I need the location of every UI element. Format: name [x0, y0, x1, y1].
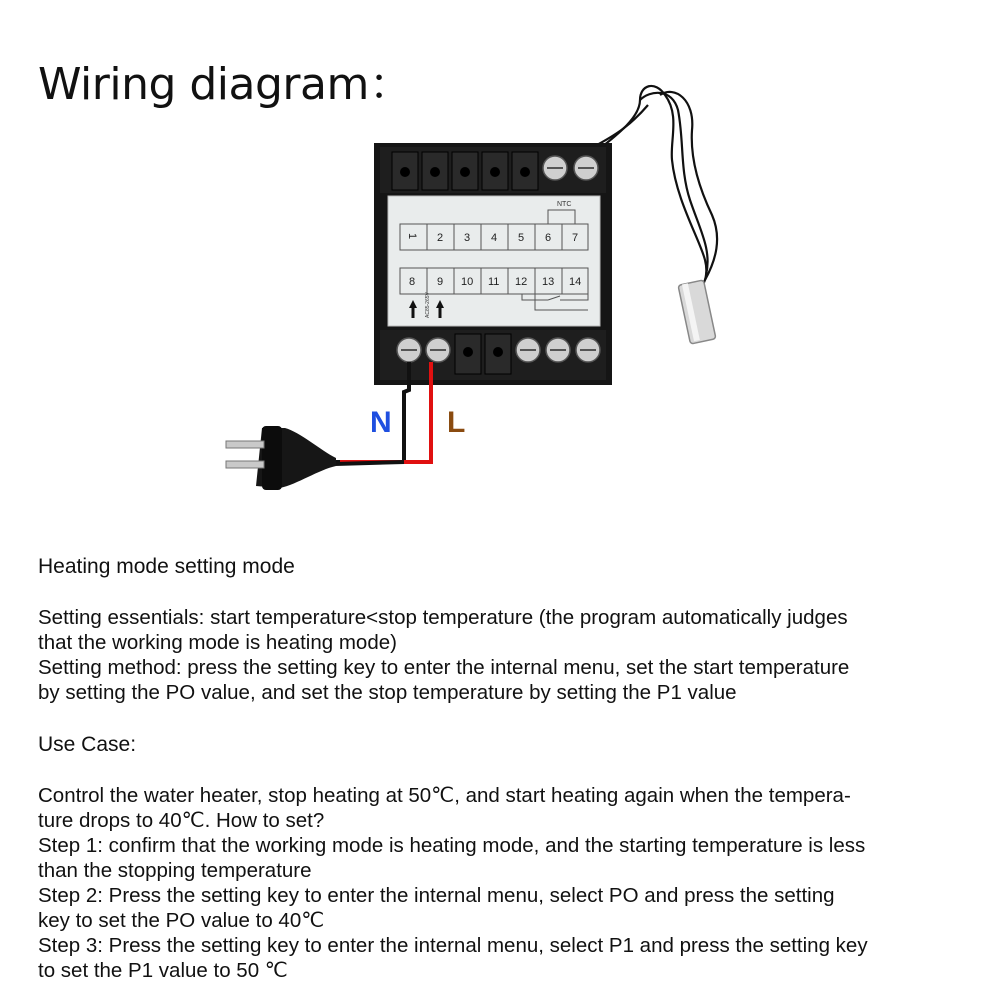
terminal-number: 14	[569, 276, 582, 288]
terminal-number: 11	[488, 276, 500, 288]
step-2: Step 2: Press the setting key to enter the internal menu, select PO and press the setting key to set the PO value to 40℃	[38, 884, 835, 932]
step-3: Step 3: Press the setting key to enter the internal menu, select P1 and press the setting key to set the P1 value to 50 ℃	[38, 934, 868, 982]
use-case-intro: Control the water heater, stop heating at 50℃, and start heating again when the tempera- ture drops to 40℃. How to set?	[38, 784, 851, 832]
heating-mode-section	[38, 554, 978, 579]
terminal-number: 7	[572, 232, 579, 244]
terminal-number: 3	[464, 232, 471, 244]
terminal-number: 5	[518, 232, 525, 244]
terminal-number: 2	[437, 232, 444, 244]
page-title: Wiring diagram：	[38, 59, 413, 110]
terminal-number: 12	[515, 276, 528, 288]
wire-label-n: N	[370, 406, 392, 439]
power-plug	[226, 426, 336, 490]
use-case-body	[38, 783, 978, 983]
terminal-label-panel	[388, 196, 600, 326]
ntc-label: NTC	[557, 201, 572, 208]
power-voltage-label: AC85-265V	[425, 292, 431, 318]
step-1: Step 1: confirm that the working mode is heating mode, and the starting temperature is less than the stopping temperature	[38, 834, 866, 882]
section-heading: Heating mode setting mode	[38, 555, 295, 578]
setting-method: Setting method: press the setting key to enter the internal menu, set the start temperature by setting the PO value, and set the stop temperature by setting the P1 value	[38, 656, 850, 704]
terminal-number: 1	[406, 233, 418, 240]
setting-info	[38, 605, 978, 705]
wire-label-l: L	[447, 406, 466, 439]
terminal-number: 6	[545, 232, 552, 244]
use-case-heading: Use Case:	[38, 733, 137, 756]
terminal-number: 4	[491, 232, 498, 244]
terminal-number: 13	[542, 276, 555, 288]
use-case-section	[38, 732, 978, 757]
terminal-number: 8	[409, 276, 416, 288]
setting-essentials: Setting essentials: start temperature<stop temperature (the program automatically judges that the working mode is heating mode)	[38, 606, 848, 654]
terminal-number: 9	[437, 276, 444, 288]
terminal-number: 10	[461, 276, 474, 288]
ntc-probe	[678, 280, 716, 344]
